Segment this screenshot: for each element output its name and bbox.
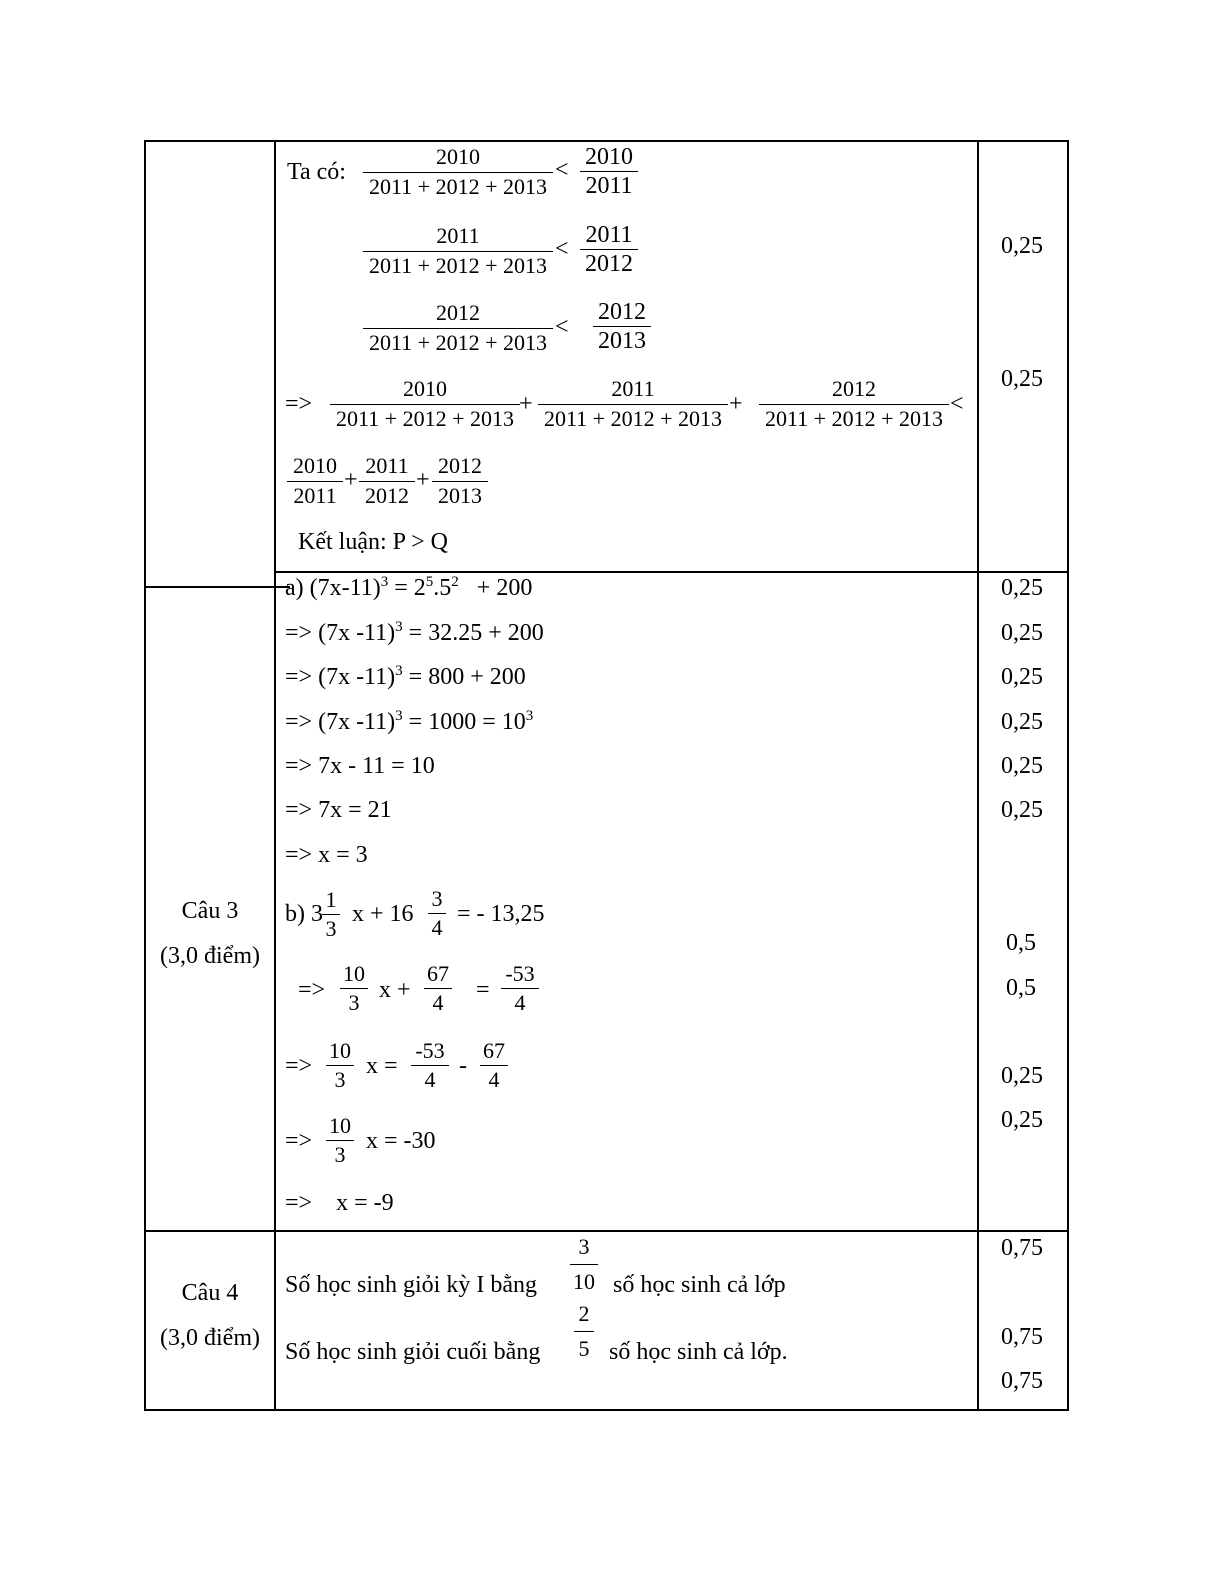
- less-than-3: <: [555, 314, 569, 340]
- sum-fraction-2: 2011 2011 + 2012 + 2013: [538, 378, 728, 430]
- sum-fraction-1: 2010 2011 + 2012 + 2013: [330, 378, 520, 430]
- implies-arrow-sum: =>: [285, 391, 313, 417]
- q3-a-line-3: => (7x -11)$^3$ = 800 + 200: [285, 663, 526, 690]
- q3-b-fraction: 3 4: [428, 888, 446, 939]
- q4-fraction-1: 3 10: [570, 1236, 598, 1293]
- q3-b-prefix: b) 3: [285, 901, 323, 927]
- rhs-fraction-2: 2011 2012: [359, 455, 415, 507]
- score-value: 0,25: [1001, 709, 1043, 735]
- fraction-2-lhs: 2011 2011 + 2012 + 2013: [363, 225, 553, 277]
- q3-b-rhs: = - 13,25: [457, 901, 545, 927]
- col-divider-2: [977, 140, 979, 1411]
- table-border-left: [144, 140, 146, 1411]
- question-4-title: Câu 4: [181, 1280, 239, 1306]
- table-border-right: [1067, 140, 1069, 1411]
- q3-b3-fraction-1: 10 3: [326, 1040, 354, 1091]
- rhs-fraction-3: 2012 2013: [432, 455, 488, 507]
- score-value: 0,75: [1001, 1368, 1043, 1394]
- score-value: 0,25: [1001, 797, 1043, 823]
- q3-b3-arrow: =>: [285, 1053, 313, 1079]
- q3-b2-equals: =: [476, 977, 490, 1003]
- score-value: 0,25: [1001, 753, 1043, 779]
- q3-a-line-1: a) $(7x-11)^3 = 2^5.5^2 + 200$: [285, 574, 533, 601]
- plus-sign-3: +: [344, 467, 358, 493]
- score-value: 0,25: [1001, 664, 1043, 690]
- q3-b2-mid: x +: [379, 977, 411, 1003]
- q3-a-line-4: => (7x $-11)^3 = 1000 = 10^3$: [285, 708, 534, 735]
- score-value: 0,75: [1001, 1235, 1043, 1261]
- less-than-1: <: [555, 157, 569, 183]
- q3-a-line-7: => x = 3: [285, 842, 368, 868]
- q3-a-line-6: => 7x = 21: [285, 797, 392, 823]
- q3-b3-mid: x =: [366, 1053, 398, 1079]
- fraction-2-rhs: 2011 2012: [580, 223, 638, 276]
- fraction-3-rhs: 2012 2013: [593, 300, 651, 353]
- table-border-top: [144, 140, 1069, 142]
- q3-b3-fraction-2: -53 4: [411, 1040, 449, 1091]
- q3-b2-fraction-1: 10 3: [340, 963, 368, 1014]
- row-divider-1-label: [144, 586, 290, 588]
- question-3-title: Câu 3: [181, 898, 239, 924]
- q3-b4-rhs: x = -30: [366, 1128, 436, 1154]
- col-divider-1: [274, 140, 276, 1411]
- fraction-3-lhs: 2012 2011 + 2012 + 2013: [363, 302, 553, 354]
- score-value: 0,5: [1006, 975, 1036, 1001]
- question-4-points: (3,0 điểm): [160, 1325, 260, 1351]
- question-3-points: (3,0 điểm): [160, 943, 260, 969]
- row-divider-1-content: [274, 571, 1069, 573]
- q3-a-line-5: => 7x - 11 = 10: [285, 753, 435, 779]
- sum-fraction-3: 2012 2011 + 2012 + 2013: [759, 378, 949, 430]
- row-divider-2: [144, 1230, 1069, 1232]
- q4-line-2-suffix: số học sinh cả lớp.: [609, 1339, 788, 1365]
- ta-co-label: Ta có:: [287, 159, 346, 185]
- q3-b4-fraction: 10 3: [326, 1115, 354, 1166]
- score-value: 0,25: [1001, 620, 1043, 646]
- q3-b2-arrow: =>: [298, 977, 326, 1003]
- q3-b-mixed-fraction: 1 3: [322, 889, 340, 940]
- q3-b2-fraction-3: -53 4: [501, 963, 539, 1014]
- plus-sign-2: +: [729, 391, 743, 417]
- q3-b3-fraction-3: 67 4: [480, 1040, 508, 1091]
- score-value: 0,25: [1001, 366, 1043, 392]
- q3-a-line-2: => (7x -11)$^3$ = 32.25 + 200: [285, 619, 544, 646]
- less-than-2: <: [555, 236, 569, 262]
- score-value: 0,25: [1001, 1107, 1043, 1133]
- score-value: 0,25: [1001, 233, 1043, 259]
- q3-b-mid: x + 16: [352, 901, 414, 927]
- fraction-1-rhs: 2010 2011: [580, 145, 638, 198]
- plus-sign-1: +: [519, 391, 533, 417]
- q4-line-1-text: Số học sinh giỏi kỳ I bằng: [285, 1272, 537, 1298]
- score-value: 0,25: [1001, 575, 1043, 601]
- score-value: 0,5: [1006, 930, 1036, 956]
- score-value: 0,75: [1001, 1324, 1043, 1350]
- plus-sign-4: +: [416, 467, 430, 493]
- less-than-sum: <: [950, 391, 964, 417]
- q3-b5-line: => x = -9: [285, 1190, 394, 1216]
- table-border-bottom: [144, 1409, 1069, 1411]
- fraction-1-lhs: 2010 2011 + 2012 + 2013: [363, 146, 553, 198]
- q4-line-1-suffix: số học sinh cả lớp: [613, 1272, 786, 1298]
- q3-b2-fraction-2: 67 4: [424, 963, 452, 1014]
- q3-b4-arrow: =>: [285, 1128, 313, 1154]
- q4-line-2-text: Số học sinh giỏi cuối bằng: [285, 1339, 541, 1365]
- q4-fraction-2: 2 5: [574, 1303, 594, 1360]
- rhs-fraction-1: 2010 2011: [287, 455, 343, 507]
- q3-b3-minus: -: [459, 1053, 467, 1079]
- conclusion-text: Kết luận: P > Q: [298, 529, 448, 555]
- score-value: 0,25: [1001, 1063, 1043, 1089]
